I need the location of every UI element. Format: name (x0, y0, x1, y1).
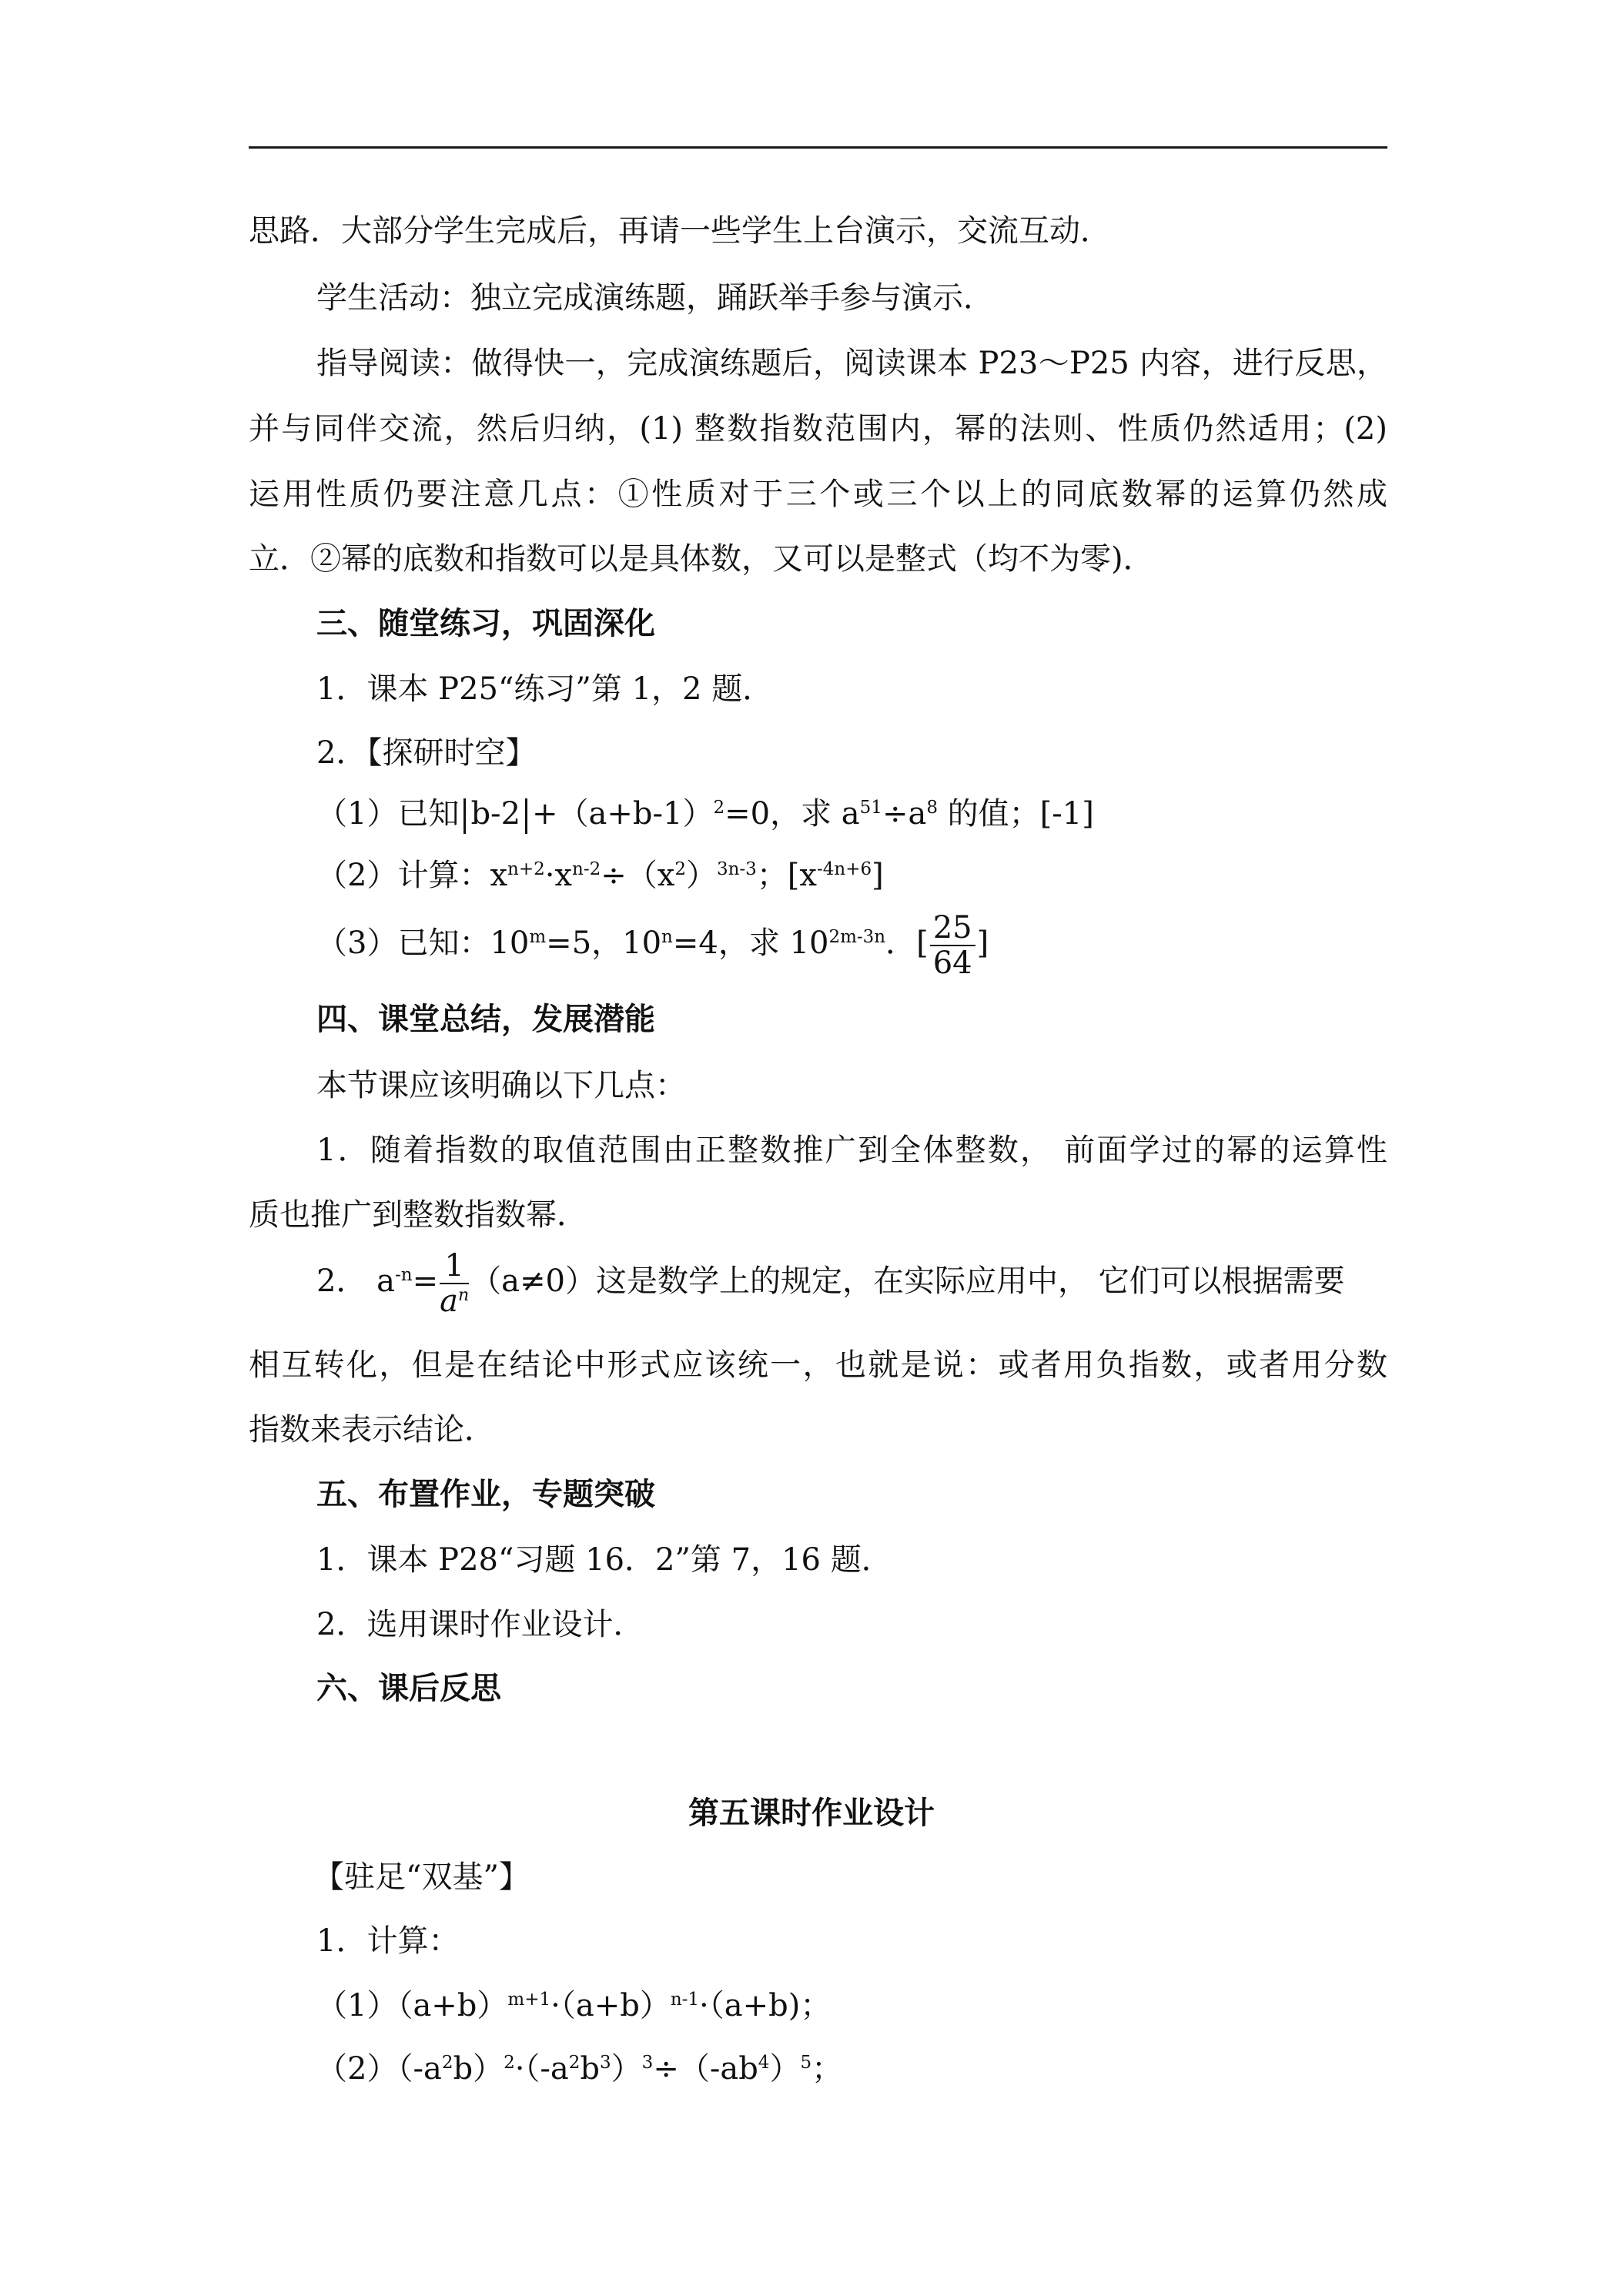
paragraph-line: 立．②幂的底数和指数可以是具体数，又可以是整式（均不为零)． (249, 541, 1154, 577)
summary-point-2: 2． $a^{-n}=$ $\frac{1}{a^n}$ （a≠0）这是数学上的规定，在实际应用中， 它们可以根据需要 (316, 1248, 1345, 1319)
paragraph-line: 质也推广到整数指数幂． (249, 1197, 587, 1233)
problem-2: $(2)(-a^2b)^2\cdot(-a^2b^3)^3\div(-ab^4)^5$； (316, 2051, 843, 2087)
abs-bar-left (463, 798, 466, 834)
paragraph-line: 相互转化，但是在结论中形式应该统一，也就是说：或者用负指数，或者用分数 (249, 1347, 1387, 1383)
exercise-line: 1．课本 P25“练习”第 1，2 题． (316, 671, 774, 707)
section-heading: 六、课后反思 (316, 1670, 501, 1706)
paragraph-line: 思路．大部分学生完成后，再请一些学生上台演示，交流互动． (249, 213, 1111, 249)
paragraph-line: 本节课应该明确以下几点： (316, 1068, 686, 1103)
fraction: $\frac{25}{64}$ (930, 912, 975, 979)
problem-line: 1．计算： (316, 1923, 460, 1959)
header-rule (249, 146, 1387, 149)
homework-line: 2．选用课时作业设计． (316, 1607, 644, 1642)
exercise-line: 2．【探研时空】 (316, 735, 537, 771)
question-1: （1）已知 $b-2 +(a+b-1)^2=0$，求 $a^{51}\div a^8$ 的值；[-1] (316, 794, 1094, 834)
paragraph-line: 并与同伴交流，然后归纳，(1) 整数指数范围内，幂的法则、性质仍然适用；(2) (249, 411, 1387, 447)
paragraph-line: 1．随着指数的取值范围由正整数推广到全体整数， 前面学过的幂的运算性 (316, 1133, 1387, 1168)
section-heading: 五、布置作业，专题突破 (316, 1476, 655, 1512)
question-2: （2）计算：$x^{n+2}\cdot x^{n-2}\div(x^2)^{3n-3}$；$[x^{-4n+6}]$ (316, 858, 884, 893)
section-heading: 三、随堂练习，巩固深化 (316, 605, 655, 641)
assignment-subheading: 【驻足“双基”】 (313, 1859, 530, 1895)
question-3: （3）已知：$10^m=5$，$10^n=4$，求 $10^{2m-3n}$．[ $\frac{25}{64}$ ] (316, 910, 989, 981)
problem-1: $(1)(a+b)^{m+1}\cdot(a+b)^{n-1}\cdot(a+b)$； (316, 1988, 832, 2023)
paragraph-line: 指数来表示结论． (249, 1412, 495, 1448)
paragraph-line: 指导阅读：做得快一，完成演练题后，阅读课本 P23～P25 内容，进行反思， (316, 346, 1387, 381)
section-heading: 四、课堂总结，发展潜能 (316, 1001, 655, 1037)
fraction: $\frac{1}{a^n}$ (440, 1248, 470, 1319)
abs-bar-right (525, 798, 527, 834)
assignment-title: 第五课时作业设计 (688, 1795, 935, 1831)
homework-line: 1．课本 P28“习题 16．2”第 7，16 题． (316, 1542, 892, 1578)
paragraph-line: 学生活动：独立完成演练题，踊跃举手参与演示． (316, 280, 994, 316)
paragraph-line: 运用性质仍要注意几点：①性质对于三个或三个以上的同底数幂的运算仍然成 (249, 477, 1387, 512)
